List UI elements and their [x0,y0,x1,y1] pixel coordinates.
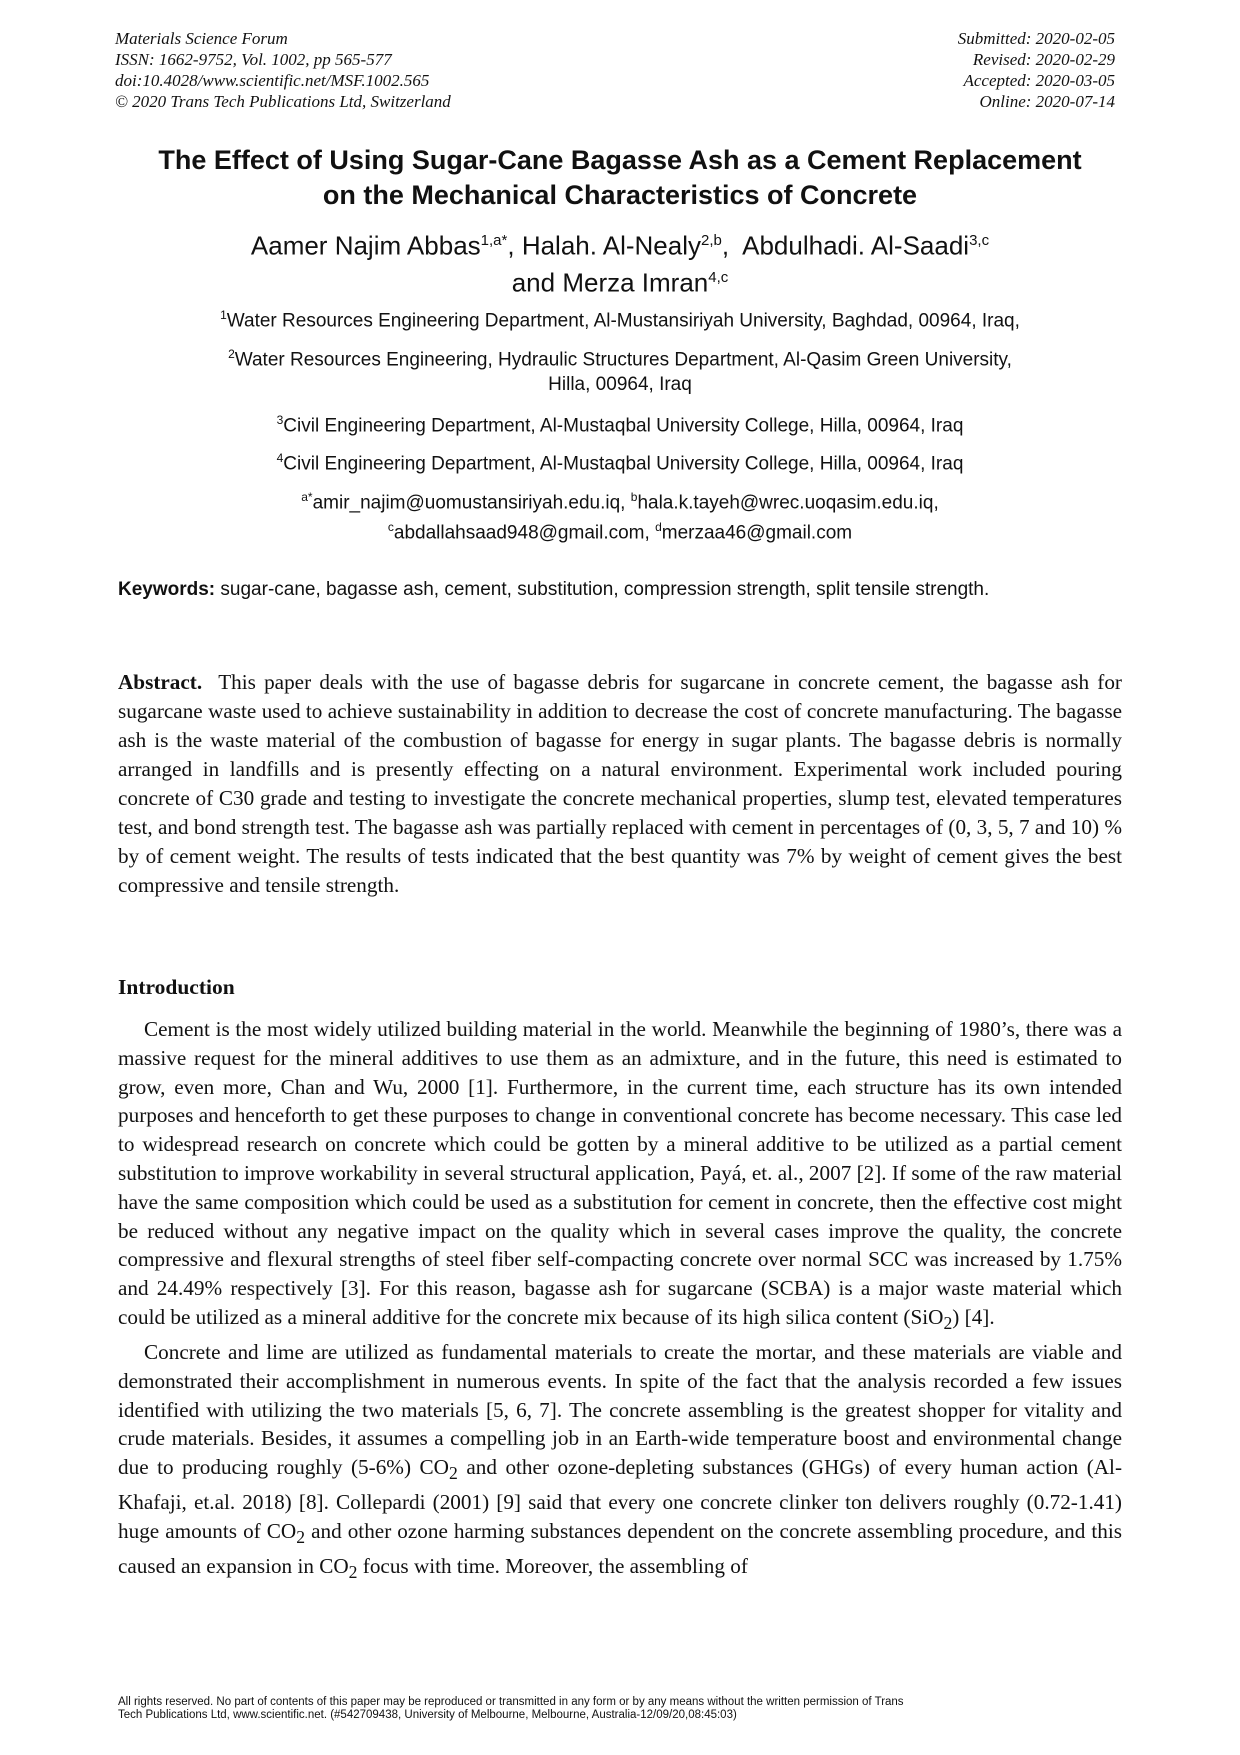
affiliation-3 [110,408,1130,438]
author-emails [110,485,1130,546]
paragraph-text: focus with time. Moreover, the assembling of [357,1554,748,1579]
affiliation-marker: 1 [220,308,227,322]
paragraph-text: and other ozone-depleting substances (GHGs) of every human action (Al-Khafaji, et.al. 2018) [8]. Collepardi (2001) [9] said that every one concrete clinker ton delivers roughly (0.72-1.41) huge amounts of CO [118,1455,1122,1544]
abstract-text: This paper deals with the use of bagasse debris for sugarcane in concrete cement, the bagasse ash for sugarcane waste used to achieve sustainability in addition to decrease the cost of concrete manufacturing. The bagasse ash is the waste material of the combustion of bagasse for energy in sugar plants. The bagasse debris is normally arranged in landfills and is presently effecting on a natural environment. Experimental work included pouring concrete of C30 grade and testing to investigate the concrete mechanical properties, slump test, elevated temperatures test, and bond strength test. The bagasse ash was partially replaced with cement in percentages of (0, 3, 5, 7 and 10) % by of cement weight. The results of tests indicated that the best quantity was 7% by weight of cement gives the best compressive and tensile strength. [118,670,1122,897]
keywords-text: sugar-cane, bagasse ash, cement, substitution, compression strength, split tensile strength. [220,579,990,600]
affiliation-2 [110,342,1130,397]
paragraph-text: ) [4]. [952,1304,995,1329]
email-link[interactable]: merzaa46@gmail.com [661,522,853,544]
introduction-paragraph-2 [118,1338,1122,1587]
author-separator: , [721,230,743,261]
email-link[interactable]: abdallahsaad948@gmail.com, [393,522,656,544]
author-affiliation-marker: 2,b [701,232,722,249]
author-name: Abdulhadi. Al-Saadi [742,230,970,261]
accepted-date: Accepted: 2020-03-05 [963,71,1115,90]
affiliation-marker: 2 [228,347,235,361]
email-marker: a* [301,490,313,504]
copyright-line: © 2020 Trans Tech Publications Ltd, Switzerland [115,92,451,111]
subscript: 2 [448,1463,458,1484]
author-name: Halah. Al-Nealy [521,230,702,261]
abstract-section [118,668,1122,900]
affiliation-text: Civil Engineering Department, Al-Mustaqbal University College, Hilla, 00964, Iraq [283,453,964,475]
paragraph-text: and other ozone harming substances dependent on the concrete assembling procedure, and this caused an expansion in CO [118,1519,1122,1579]
affiliation-text: Water Resources Engineering Department, Al-Mustansiriyah University, Baghdad, 00964, Iraq, [226,310,1020,332]
affiliation-marker: 4 [276,451,284,465]
subscript: 2 [348,1562,358,1583]
author-affiliation-marker: 1,a* [480,232,508,249]
revised-date: Revised: 2020-02-29 [972,50,1115,69]
author-list [110,225,1130,298]
copyright-footer [118,1696,1128,1722]
submitted-date: Submitted: 2020-02-05 [957,29,1115,48]
author-affiliation-marker: 4,c [708,268,729,286]
title-line-1: The Effect of Using Sugar-Cane Bagasse Ash as a Cement Replacement [158,145,1082,175]
author-separator: , [507,230,522,261]
paragraph-text: Concrete and lime are utilized as fundamental materials to create the mortar, and these materials are viable and demonstrated their accomplishment in numerous events. In spite of the fact that the analysis recorded a few issues identified with utilizing the two materials [5, 6, 7]. The concrete assembling is the greatest shopper for vitality and crude materials. Besides, it assumes a compelling job in an Earth-wide temperature boost and environmental change due to producing roughly (5-6%) CO [118,1340,1122,1480]
footer-line-2: Tech Publications Ltd, www.scientific.net. (#542709438, University of Melbourne, Melbourne, Australia-12/09/20,08:45:03) [118,1709,737,1721]
affiliation-text: Civil Engineering Department, Al-Mustaqbal University College, Hilla, 00964, Iraq [283,415,964,437]
issn-line: ISSN: 1662-9752, Vol. 1002, pp 565-577 [115,50,392,69]
author-name: and Merza Imran [511,267,709,298]
subscript: 2 [296,1527,306,1548]
title-line-2: on the Mechanical Characteristics of Concrete [322,180,918,210]
doi-line[interactable]: doi:10.4028/www.scientific.net/MSF.1002.565 [115,71,430,90]
email-marker: b [630,490,638,504]
footer-line-1: All rights reserved. No part of contents of this paper may be reproduced or transmitted in any form or by any means without the written permission of Trans [118,1696,904,1708]
abstract-label: Abstract. [118,670,203,694]
introduction-body [118,1015,1122,1587]
journal-info [115,28,451,112]
subscript: 2 [943,1313,953,1334]
author-name: Aamer Najim Abbas [250,230,481,261]
paragraph-text: Cement is the most widely utilized building material in the world. Meanwhile the beginning of 1980’s, there was a massive request for the mineral additives to use them as an admixture, and in the future, this need is estimated to grow, even more, Chan and Wu, 2000 [1]. Furthermore, in the current time, each structure has its own intended purposes and henceforth to get these purposes to change in conventional concrete has become necessary. This case led to widespread research on concrete which could be gotten by a mineral additive to be utilized as a partial cement substitution to improve workability in several structural application, Payá, et. al., 2007 [2]. If some of the raw material have the same composition which could be used as a substitution for cement in concrete, then the effective cost might be reduced without any negative impact on the quality which in several cases improve the quality, the concrete compressive and flexural strengths of steel fiber self-compacting concrete over normal SCC was increased by 1.75% and 24.49% respectively [3]. For this reason, bagasse ash for sugarcane (SCBA) is a major waste material which could be utilized as a mineral additive for the concrete mix because of its high silica content (SiO [118,1017,1122,1329]
email-link[interactable]: hala.k.tayeh@wrec.uoqasim.edu.iq, [637,492,939,514]
affiliation-text: Water Resources Engineering, Hydraulic Structures Department, Al-Qasim Green University, [234,349,1012,371]
keywords-label: Keywords: [118,579,216,600]
keywords-section [118,577,1122,603]
journal-name: Materials Science Forum [115,29,288,48]
affiliation-marker: 3 [276,413,284,427]
affiliation-1 [110,303,1130,333]
affiliation-4 [110,446,1130,476]
author-affiliation-marker: 3,c [969,232,990,249]
email-link[interactable]: amir_najim@uomustansiriyah.edu.iq, [312,492,631,514]
introduction-paragraph-1 [118,1015,1122,1338]
paper-title [110,143,1130,213]
affiliation-text-continued: Hilla, 00964, Iraq [548,374,692,396]
email-marker: d [655,520,662,535]
online-date: Online: 2020-07-14 [979,92,1115,111]
introduction-heading: Introduction [118,975,235,999]
submission-dates [958,28,1115,112]
email-marker: c [387,520,394,535]
